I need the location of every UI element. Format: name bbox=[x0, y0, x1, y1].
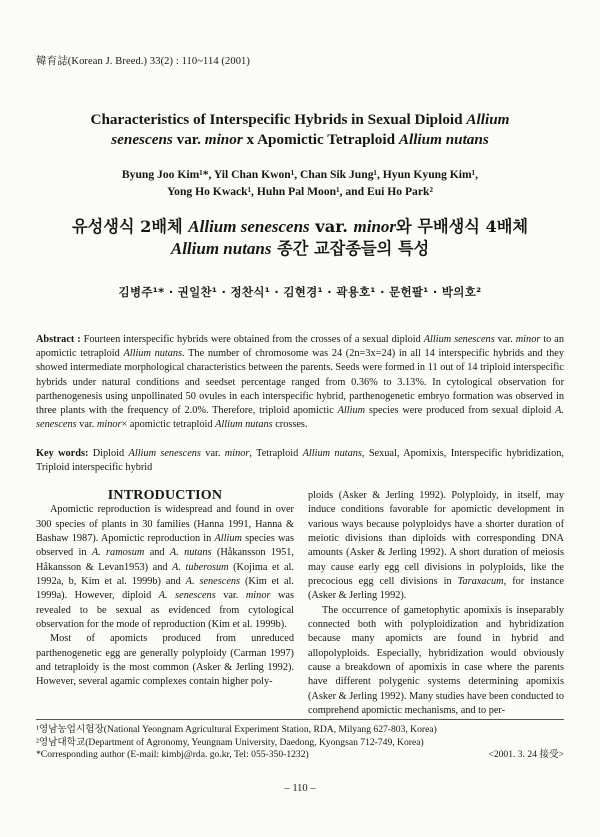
abstract-text: × apomictic tetraploid bbox=[121, 419, 216, 431]
paragraph bbox=[308, 489, 564, 604]
paragraph-text: was revealed to be sexual as evidenced from cytological observation for the mode of reproduction (Kim et al. 1999b). bbox=[36, 590, 294, 631]
keywords-text: , Tetraploid bbox=[249, 448, 303, 459]
footnote-affiliation-2: ²영남대학교(Department of Agronomy, Yeungnam University, Daedong, Kyongsan 712-749, Korea) bbox=[36, 736, 424, 748]
paragraph-italic: A. tuberosum bbox=[172, 561, 229, 573]
abstract-italic: Allium senescens bbox=[423, 334, 495, 345]
abstract-italic: Allium nutans bbox=[215, 419, 273, 431]
title-italic: senescens bbox=[111, 131, 173, 148]
paragraph-italic: A. senescens bbox=[185, 576, 241, 588]
korean-title-italic: minor bbox=[353, 217, 397, 236]
author-line: Yong Ho Kwack¹, Huhn Pal Moon¹, and Eui Ho Park² bbox=[167, 185, 433, 198]
abstract-text: var. bbox=[494, 334, 516, 345]
title-text: var. bbox=[172, 131, 205, 148]
korean-title-text: 종간 교잡종들의 특성 bbox=[271, 239, 430, 258]
right-column bbox=[308, 489, 564, 719]
footnotes bbox=[36, 724, 564, 762]
title-text: x Apomictic Tetraploid bbox=[242, 131, 399, 148]
keywords-italic: Allium senescens bbox=[128, 448, 201, 459]
keywords-text: var. bbox=[200, 448, 225, 459]
korean-title-text: 와 무배생식 4배체 bbox=[396, 217, 529, 236]
author-list bbox=[40, 166, 560, 200]
footnote-corresponding-author: *Corresponding author (E-mail: kimbj@rda. go.kr, Tel: 055-350-1232) bbox=[36, 749, 309, 761]
paragraph-italic: Taraxacum bbox=[457, 576, 504, 588]
title-text: Characteristics of Interspecific Hybrids in Sexual Diploid bbox=[90, 111, 467, 128]
abstract-italic: A. senescens bbox=[36, 405, 564, 431]
keywords-italic: minor bbox=[224, 448, 250, 459]
author-line: Byung Joo Kim¹*, Yil Chan Kwon¹, Chan Sik Jung¹, Hyun Kyung Kim¹, bbox=[121, 168, 479, 181]
paragraph-italic: Allium bbox=[214, 533, 242, 545]
paragraph-text: species was observed in bbox=[36, 533, 294, 559]
korean-title-italic: Allium nutans bbox=[170, 239, 272, 258]
footnote-row bbox=[36, 749, 564, 762]
paragraph-text: var. bbox=[215, 590, 246, 602]
journal-reference: 韓育誌(Korean J. Breed.) 33(2) : 110~114 (2001) bbox=[36, 56, 251, 67]
title-italic: Allium bbox=[466, 111, 510, 128]
abstract-text: to an apomictic tetraploid bbox=[36, 334, 564, 360]
paragraph-italic: A. ramosum bbox=[91, 547, 145, 559]
korean-title-text: var. bbox=[309, 217, 354, 236]
paragraph-italic: A. nutans bbox=[169, 547, 212, 559]
korean-author-list: 김병주¹* · 권일찬¹ · 정찬식¹ · 김현경¹ · 곽용호¹ · 문헌팔¹ · 박의호² bbox=[118, 285, 482, 299]
abstract-text: . The number of chromosome was 24 (2n=3x=24) in all 14 interspecific hybrids and they showed intermediate morphological characteristics between the parents. Seeds were formed in 11 out of 14 triploid interspecific hybrids under natural conditions and seedset percentage ranged from 0.36% to 3.13%. In cytological observation for parthenogenesis using unpollinated 50 ovules in each interspecific hybrid, parthenogenetic embryo formation was observed in three plants with the frequency of 2.0%. Therefore, triploid apomictic bbox=[36, 348, 564, 417]
paper-title bbox=[40, 110, 560, 150]
keywords-italic: Allium nutans bbox=[302, 448, 362, 459]
abstract-italic: Allium nutans bbox=[123, 348, 183, 360]
title-italic: Allium nutans bbox=[398, 131, 489, 148]
paragraph-text: ploids (Asker & Jerling 1992). Polyploidy, in itself, may induce conditions favorable for apomictic development in various ways because polyploidys have a shorter duration of meiotic divisions than diploids with corresponding DNA amounts (Asker & Jerling 1992). A short duration of meiosis may cause early egg cell divisions in polyploids, like the precocious egg cell divisions in bbox=[308, 490, 564, 588]
paragraph-text: (Kojima et al. 1992a, b, Kim et al. 1999b) and bbox=[36, 561, 294, 588]
abstract-text: species were produced from sexual diploid bbox=[365, 405, 556, 417]
abstract-italic: minor bbox=[515, 334, 541, 345]
paragraph-text: (Håkansson 1951, Håkansson & Levan1953) and bbox=[36, 547, 295, 573]
keywords-text: , Sexual, Apomixis, Interspecific hybridization, Triploid interspecific hybrid bbox=[36, 448, 564, 474]
abstract bbox=[36, 333, 564, 432]
paragraph-italic: minor bbox=[245, 590, 271, 602]
abstract-italic: minor bbox=[96, 419, 122, 431]
paragraph-text: and bbox=[144, 547, 170, 559]
abstract-text: crosses. bbox=[272, 419, 308, 431]
korean-title-text: 유성생식 2배체 bbox=[71, 217, 189, 236]
paragraph-text: (Kim et al. 1999a). However, diploid bbox=[36, 576, 294, 602]
keywords-text: Diploid bbox=[88, 448, 129, 459]
paragraph-italic: A. senescens bbox=[158, 590, 216, 602]
paragraph: The occurrence of gametophytic apomixis is inseparably connected both with polyploidization and hybridization because many apomicts are found in hybrid and allopolyploids. Especially, hybridization would obviously cause a breakdown of apomixis in case where the parents have different polygenic systems determining apomixis (Asker & Jerling 1992). Many studies have been conducted to comprehend apomictic mechanisms, and to per- bbox=[308, 604, 564, 717]
paragraph: Most of apomicts produced from unreduced parthenogenetic egg are generally polyploidy (Carman 1997) and tetraploidy is the most common (Asker & Jerling 1992). However, several agamic complexes contain higher poly- bbox=[36, 633, 294, 688]
footnote-divider bbox=[36, 719, 564, 720]
keywords-label: Key words: bbox=[36, 448, 89, 459]
paragraph-text: , for instance (Asker & Jerling 1992). bbox=[308, 576, 564, 602]
abstract-label: Abstract : bbox=[36, 334, 81, 345]
paragraph bbox=[36, 503, 294, 632]
abstract-text: var. bbox=[76, 419, 97, 431]
left-column bbox=[36, 489, 294, 690]
paragraph-text: Apomictic reproduction is widespread and found in over 300 species of plants in 30 families (Hanna 1991, Hanna & Bashaw 1987). Apomictic reproduction in bbox=[36, 504, 294, 545]
korean-title bbox=[40, 216, 560, 260]
abstract-text: Fourteen interspecific hybrids were obtained from the crosses of a sexual diploid bbox=[80, 334, 424, 345]
section-heading-introduction: INTRODUCTION bbox=[107, 488, 223, 503]
abstract-italic: Allium bbox=[337, 405, 366, 417]
received-date: <2001. 3. 24 接受> bbox=[488, 749, 564, 761]
keywords bbox=[36, 447, 564, 475]
page-number: – 110 – bbox=[284, 783, 316, 794]
title-italic: minor bbox=[204, 131, 243, 148]
korean-title-italic: Allium senescens bbox=[188, 217, 310, 236]
footnote-affiliation-1: ¹영남농업시험장(National Yeongnam Agricultural Experiment Station, RDA, Milyang 627-803, Korea) bbox=[36, 724, 437, 735]
